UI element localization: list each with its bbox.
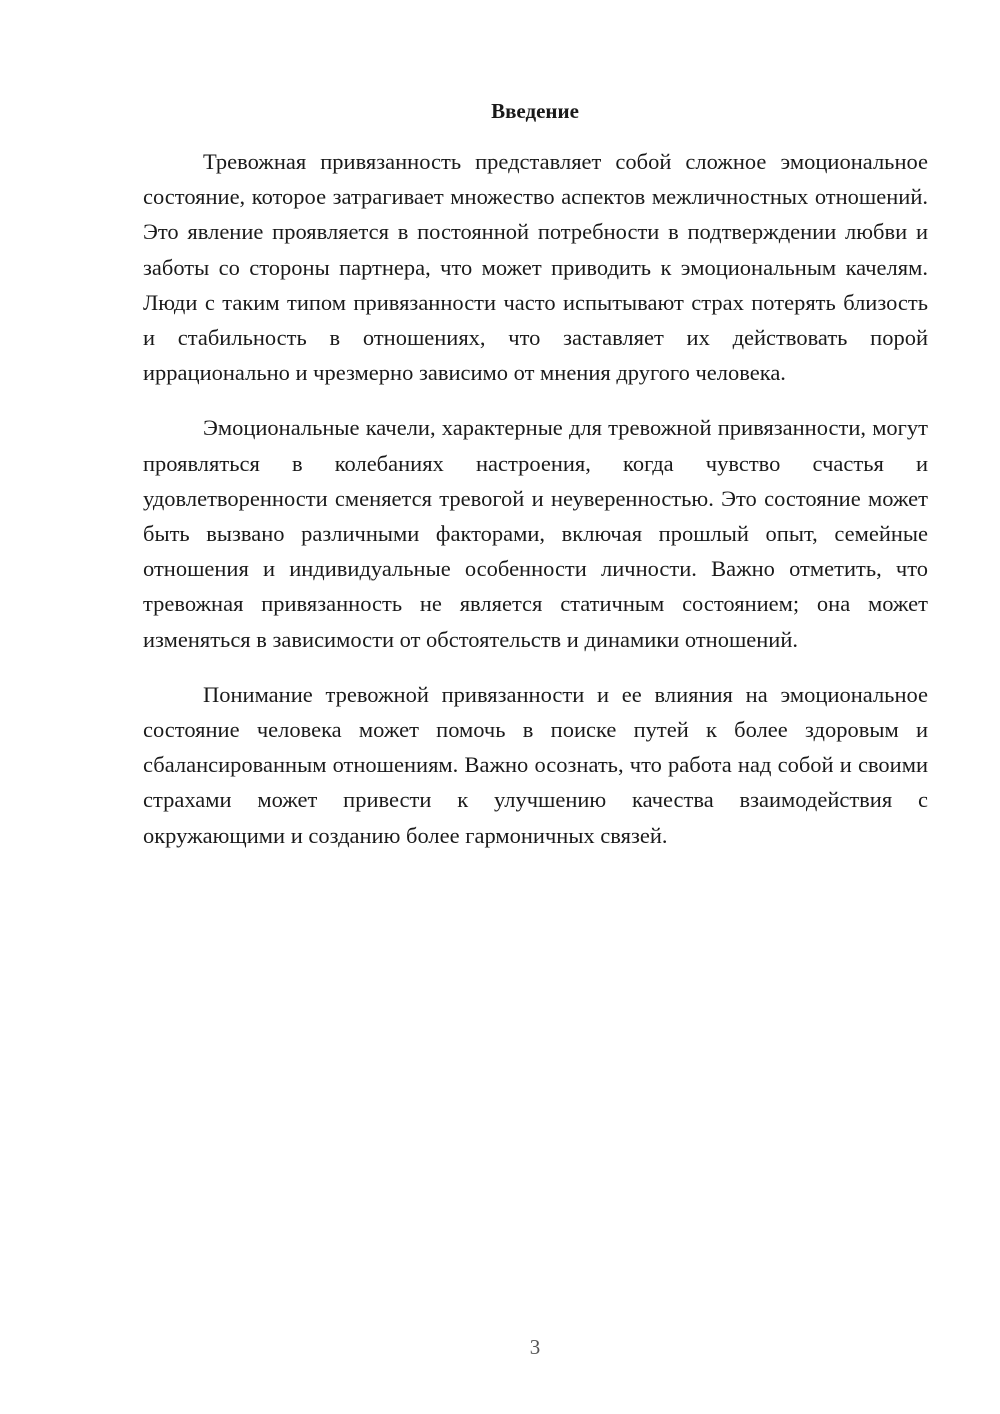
- section-heading: Введение: [491, 99, 579, 123]
- document-body: [143, 144, 928, 873]
- paragraph: Понимание тревожной привязанности и ее влияния на эмоциональное состояние человека может помочь в поиске путей к более здоровым и сбалансированным отношениям. Важно осознать, что работа над собой и своими страхами может привести к улучшению качества взаимодействия с окружающими и созданию более гармоничных связей.: [143, 681, 928, 848]
- page-number: 3: [529, 1335, 541, 1359]
- paragraph: Эмоциональные качели, характерные для тревожной привязанности, могут проявляться в колебаниях настроения, когда чувство счастья и удовлетворенности сменяется тревогой и неуверенностью. Это состояние может быть вызвано различными факторами, включая прошлый опыт, семейные отношения и индивидуальные особенности личности. Важно отметить, что тревожная привязанность не является статичным состоянием; она может изменяться в зависимости от обстоятельств и динамики отношений.: [143, 415, 928, 652]
- paragraph: Тревожная привязанность представляет собой сложное эмоциональное состояние, которое затрагивает множество аспектов межличностных отношений. Это явление проявляется в постоянной потребности в подтверждении любви и заботы со стороны партнера, что может приводить к эмоциональным качелям. Люди с таким типом привязанности часто испытывают страх потерять близость и стабильность в отношениях, что заставляет их действовать порой иррационально и чрезмерно зависимо от мнения другого человека.: [143, 149, 928, 386]
